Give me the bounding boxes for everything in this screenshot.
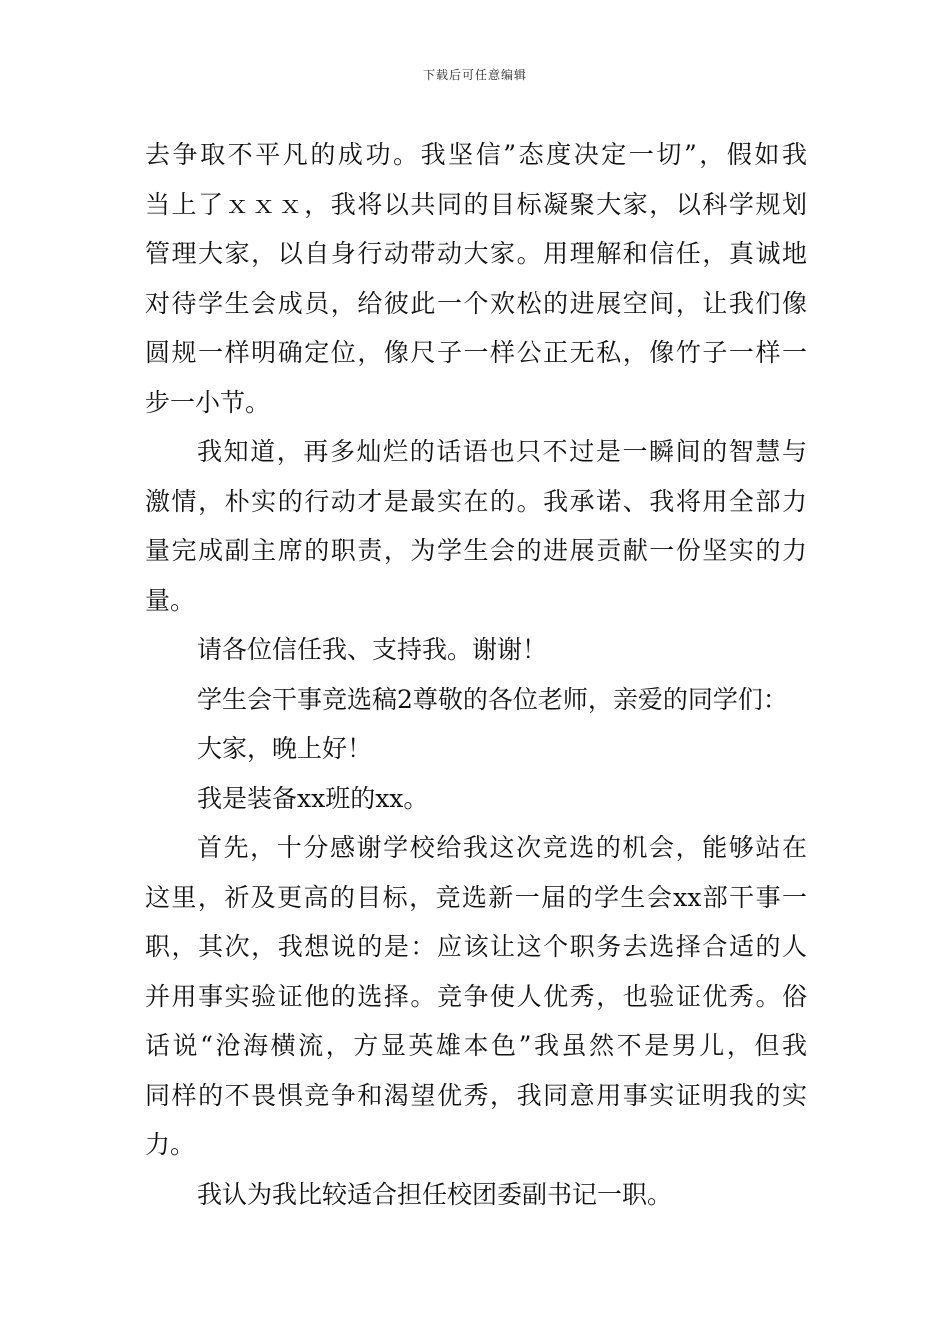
text-line: 这里，祈及更高的目标，竞选新一届的学生会xx部干事一 bbox=[145, 882, 807, 912]
text-line: 并用事实验证他的选择。竞争使人优秀，也验证优秀。俗 bbox=[145, 981, 807, 1011]
text-line: 当上了ｘｘｘ，我将以共同的目标凝聚大家，以科学规划 bbox=[145, 189, 807, 219]
text-line: 首先，十分感谢学校给我这次竞选的机会，能够站在 bbox=[197, 833, 807, 862]
text-line: 学生会干事竞选稿2尊敬的各位老师，亲爱的同学们： bbox=[197, 684, 788, 714]
text-line: 职，其次，我想说的是：应该让这个职务去选择合适的人 bbox=[145, 932, 807, 961]
page-header: 下载后可任意编辑 bbox=[422, 68, 527, 82]
text-line: 管理大家，以自身行动带动大家。用理解和信任，真诚地 bbox=[145, 239, 807, 268]
text-line: 请各位信任我、支持我。谢谢！ bbox=[197, 635, 548, 664]
text-line: 圆规一样明确定位，像尺子一样公正无私，像竹子一样一 bbox=[145, 338, 807, 367]
text-line: 我认为我比较适合担任校团委副书记一职。 bbox=[197, 1179, 673, 1209]
text-line: 大家，晚上好！ bbox=[197, 734, 373, 763]
text-line: 量。 bbox=[145, 585, 196, 615]
text-line: 同样的不畏惧竞争和渴望优秀，我同意用事实证明我的实 bbox=[145, 1080, 807, 1110]
text-line: 我是装备xx班的xx。 bbox=[197, 783, 429, 813]
text-line: 步一小节。 bbox=[145, 387, 271, 417]
text-line: 对待学生会成员，给彼此一个欢松的进展空间，让我们像 bbox=[145, 288, 807, 318]
text-line: 力。 bbox=[145, 1130, 196, 1159]
text-line: 量完成副主席的职责，为学生会的进展贡献一份坚实的力 bbox=[145, 536, 807, 565]
text-line: 激情，朴实的行动才是最实在的。我承诺、我将用全部力 bbox=[145, 486, 807, 516]
document-body bbox=[145, 130, 807, 1219]
text-line: 话说“沧海横流，方显英雄本色”我虽然不是男儿，但我 bbox=[145, 1031, 807, 1060]
text-line: 我知道，再多灿烂的话语也只不过是一瞬间的智慧与 bbox=[197, 437, 807, 466]
text-line: 去争取不平凡的成功。我坚信”态度决定一切”，假如我 bbox=[145, 140, 807, 169]
